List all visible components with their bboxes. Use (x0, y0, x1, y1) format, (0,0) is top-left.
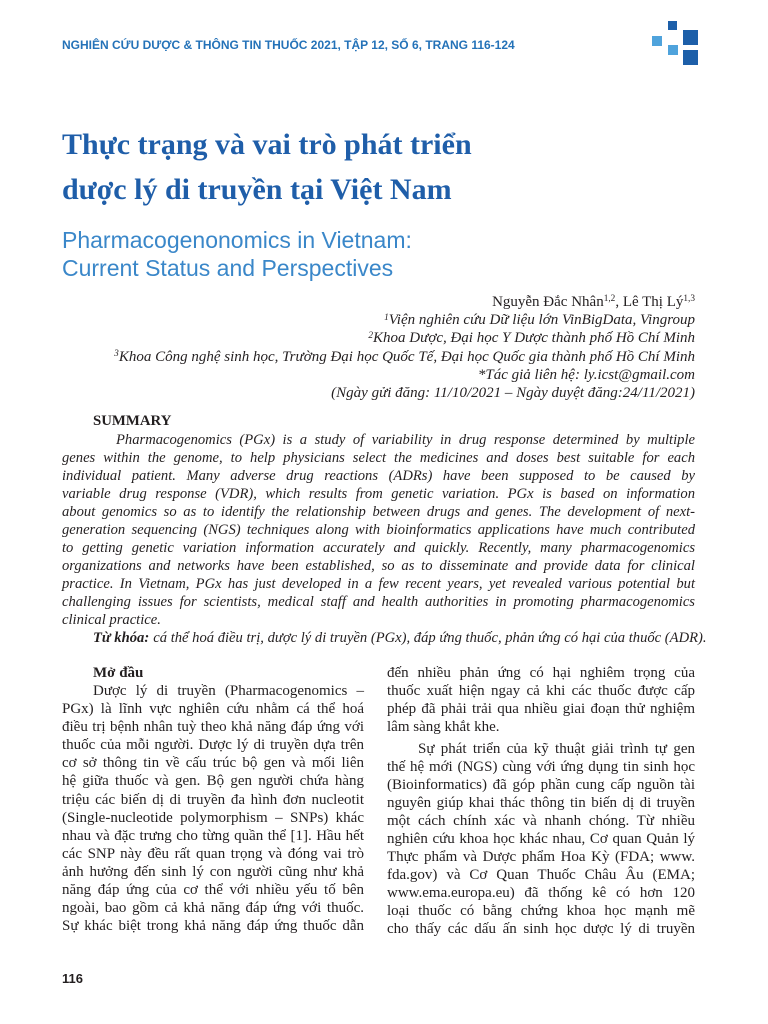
body-line: cho thấy các dấu ấn sinh học dược lý di truyền (387, 921, 695, 937)
logo-square (668, 45, 678, 55)
body-line: điều trị bệnh nhân tuỳ theo khả năng đáp ứng với (62, 719, 364, 736)
body-line: lâm sàng khắt khe. (387, 719, 500, 735)
affiliation (114, 311, 695, 329)
logo-square (668, 21, 677, 30)
body-line: đến nhiều phản ứng có hại nghiêm trọng của (387, 665, 695, 681)
body-line: thế hệ mới (NGS) cùng với ứng dụng tin sinh học (387, 759, 695, 775)
body-line: nguyên giúp khai thác thông tin biến dị di truyền (387, 795, 695, 811)
body-paragraph (387, 740, 695, 938)
summary-line: genes within the genome, to help physicians select the medicines and doses best suitable for each (62, 450, 695, 466)
body-paragraph (387, 664, 695, 736)
summary-line: about genomics so as to identify the relationship between drugs and genes. The development of next- (62, 504, 695, 520)
summary-heading: SUMMARY (93, 413, 172, 429)
affiliation-marker: 3 (114, 348, 119, 359)
page-number: 116 (62, 971, 83, 986)
author-affiliation-marker: 1,3 (683, 294, 695, 305)
body-line: fda.gov) và Cơ Quan Thuốc Châu Âu (EMA; (387, 867, 695, 883)
body-line: Sự khác biệt trong khả năng đáp ứng thuốc dẫn (62, 918, 364, 935)
author-affiliation-marker: 1,2 (603, 294, 616, 305)
author-name: Nguyễn Đắc Nhân (492, 294, 604, 310)
affiliation-marker: 2 (368, 330, 374, 341)
summary-line: variable drug response (VDR), which results from genetic variation. PGx is based on information (62, 486, 695, 502)
affiliation (114, 348, 695, 366)
section-heading: Mở đầu (93, 665, 144, 681)
body-line: (Bioinformatics) đã góp phần cung cấp nguồn tài (387, 777, 695, 793)
body-line: loại thuốc có bằng chứng khoa học mạnh mẽ (387, 903, 695, 919)
summary-line: to getting genetic variation information accurately and quickly. Recently, many pharmacogenomics (62, 540, 695, 556)
body-line: PGx) là lĩnh vực nghiên cứu nhằm cá thể hoá (62, 701, 364, 718)
summary-line: challenging issues for scientists, medical staff and health authorities in promoting pharmacogenomics (62, 594, 695, 610)
body-line: nghiên cứu khoa học khác nhau, Cơ quan Quản lý (387, 831, 695, 847)
affiliation-text: Khoa Công nghệ sinh học, Trường Đại học Quốc Tế, Đại học Quốc gia thành phố Hồ Chí Minh (118, 348, 695, 365)
body-line: cơ sở thông tin về cấu trúc bộ gen và mối liên (62, 755, 364, 772)
body-line: ngoài, bao gồm cả khả năng đáp ứng với thuốc. (62, 900, 364, 917)
affiliation-text: Khoa Dược, Đại học Y Dược thành phố Hồ Chí Minh (373, 330, 695, 347)
body-line: thuốc xuất hiện ngay cả khi các thuốc được cấp (387, 683, 695, 699)
logo-square (683, 30, 698, 45)
body-line: năng đáp ứng của cơ thể với nhiều yếu tố bên (62, 882, 364, 899)
summary-line: Pharmacogenomics (PGx) is a study of variability in drug response determined by multiple (116, 432, 695, 448)
body-line: thuốc của mỗi người. Dược lý di truyền dựa trên (62, 737, 364, 754)
logo-square (652, 36, 662, 46)
summary-paragraph (62, 431, 695, 629)
body-line: một cách chính xác và nhanh chóng. Từ nhiều (387, 813, 695, 829)
affiliation-text: Viện nghiên cứu Dữ liệu lớn VinBigData, Vingroup (388, 312, 695, 329)
body-line: Sự phát triển của kỹ thuật giải trình tự gen (418, 741, 695, 757)
body-line: www.ema.europa.eu) đã thống kê có hơn 120 (387, 885, 695, 901)
title-line: dược lý di truyền tại Việt Nam (62, 173, 452, 206)
submission-dates: (Ngày gửi đăng: 11/10/2021 – Ngày duyệt đăng:24/11/2021) (331, 385, 695, 402)
keywords-label: Từ khóa: (93, 630, 150, 646)
body-line: triệu các biến dị di truyền đa hình đơn nucleotit (62, 791, 364, 808)
body-line: Thực phẩm và Dược phẩm Hoa Kỳ (FDA; www. (387, 849, 695, 865)
body-line: phép đã phải trải qua nhiều giai đoạn thử nghiệm (387, 701, 695, 717)
summary-line: individual patient. Many adverse drug reactions (ADRs) have been supposed to be caused by (62, 468, 695, 484)
body-line: các SNP này đều rất quan trọng và đóng vai trò (62, 845, 364, 862)
authors-block (114, 293, 695, 402)
body-column-left (62, 664, 364, 935)
body-line: nhau và đặc trưng cho từng quần thể [1]. Hầu hết (62, 827, 364, 844)
body-line: ảnh hưởng đến sinh lý con người cũng như khả (62, 863, 364, 880)
body-line: hệ giữa thuốc và gen. Bộ gen người chứa hàng (62, 773, 364, 790)
article-english-title (62, 226, 412, 282)
logo-square (683, 50, 698, 65)
squares-logo-icon (648, 18, 702, 70)
keywords (93, 629, 707, 647)
author-name: Lê Thị Lý (622, 294, 684, 310)
body-line: Dược lý di truyền (Pharmacogenomics – (93, 683, 364, 699)
english-title-line: Current Status and Perspectives (62, 255, 394, 281)
summary-line: organizations and networks have been established, so as to disseminate and provide data for clinical (62, 558, 695, 574)
summary-line: clinical practice. (62, 612, 161, 628)
affiliation-marker: 1 (384, 312, 389, 323)
affiliation (114, 329, 695, 347)
author-names (114, 293, 695, 311)
corresponding-author: *Tác giả liên hệ: ly.icst@gmail.com (477, 366, 695, 383)
summary-line: generation sequencing (NGS) techniques along with bioinformatics applications have much contributed (62, 522, 695, 538)
english-title-line: Pharmacogenonomics in Vietnam: (62, 227, 412, 253)
summary-line: practice. In Vietnam, PGx has just developed in a few recent years, yet revealed various potential but (62, 576, 695, 592)
body-column-right (387, 664, 695, 938)
body-line: (Single-nucleotide polymorphism – SNPs) khác (62, 809, 364, 826)
author-separator: , (615, 294, 623, 310)
keywords-text: cá thể hoá điều trị, dược lý di truyền (PGx), đáp ứng thuốc, phản ứng có hại của thuốc (ADR). (153, 630, 707, 646)
article-title (62, 122, 472, 212)
title-line: Thực trạng và vai trò phát triển (62, 128, 472, 161)
journal-running-head: NGHIÊN CỨU DƯỢC & THÔNG TIN THUỐC 2021, TẬP 12, SỐ 6, TRANG 116-124 (62, 38, 515, 52)
